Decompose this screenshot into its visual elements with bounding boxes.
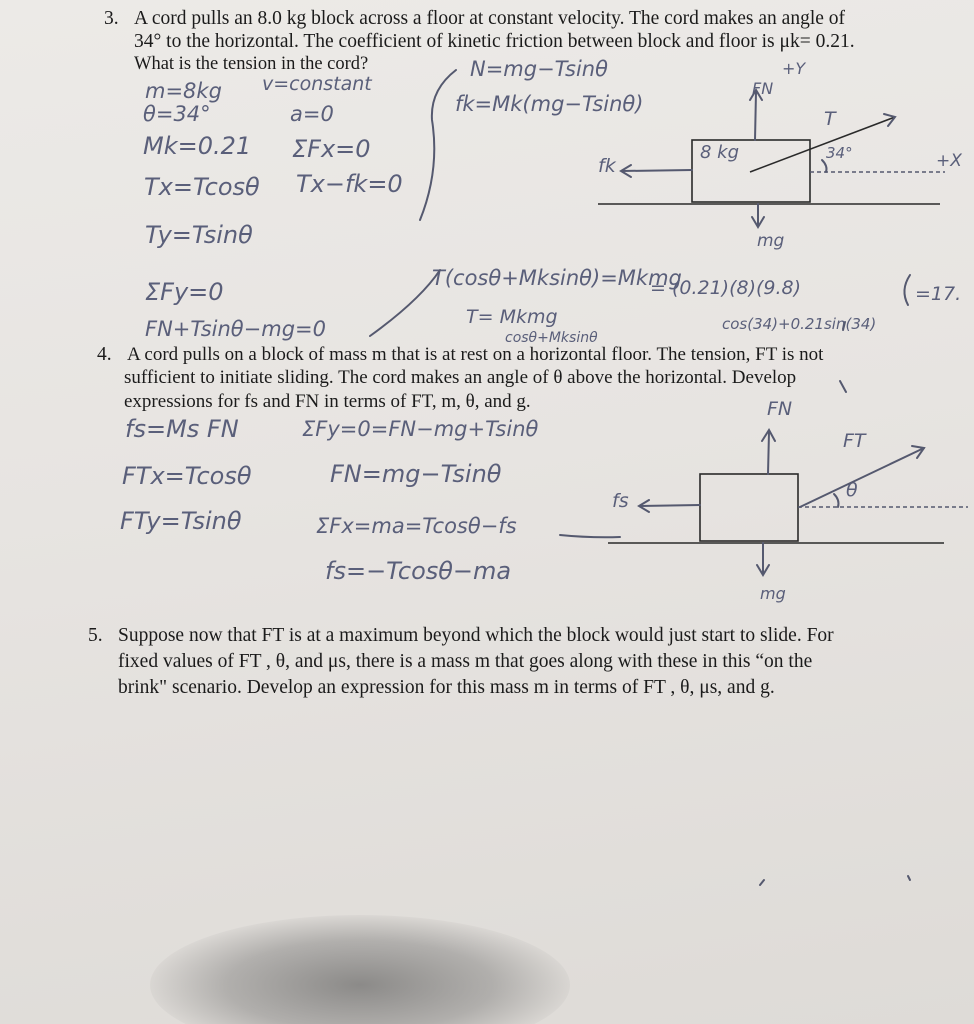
hw-q4-label-mg: mg: [760, 584, 786, 603]
hw-q3-result: =17.: [915, 283, 962, 305]
hw-q3-label-y: +Y: [782, 59, 806, 78]
hw-q3-t-numerator: T= Mkmg: [466, 306, 558, 328]
hw-q3-normal: N=mg−Tsinθ: [470, 57, 608, 81]
hw-q3-tx: Tx=Tcosθ: [144, 173, 260, 201]
hw-q3-t-denominator: cosθ+Mksinθ: [505, 330, 598, 346]
hw-q3-sub-denominator: cos(34)+0.21sin(34): [722, 315, 877, 333]
q3-angle-arc: [822, 160, 827, 172]
q4-block: [700, 474, 798, 541]
hw-q3-tx-fk: Tx−fk=0: [296, 170, 403, 198]
q3-free-body-diagram: [370, 70, 945, 336]
q3-result-bracket: [904, 275, 910, 305]
q3-normal-arrow: [755, 92, 756, 140]
hw-q4-ftx: FTx=Tcosθ: [122, 462, 252, 490]
hw-q4-label-fn: FN: [767, 398, 793, 420]
hw-q3-label-fn: FN: [752, 79, 774, 98]
hw-q4-fs-result: fs=−Tcosθ−ma: [325, 557, 512, 585]
q3-number: 3.: [104, 8, 119, 29]
hw-q3-label-angle: 34°: [826, 144, 853, 162]
hw-q3-ty: Ty=Tsinθ: [145, 221, 253, 249]
q5-line3: brink" scenario. Develop an expression for this mass m in terms of FT , θ, μs, and g.: [118, 677, 775, 698]
stray-marks: [760, 876, 910, 885]
hw-q3-theta: θ=34°: [143, 102, 211, 126]
q5-number: 5.: [88, 625, 103, 646]
hw-q3-combined: T(cosθ+Mksinθ)=Mkmg: [432, 266, 682, 290]
hw-q3-mass: m=8kg: [145, 79, 222, 103]
q4-line2: sufficient to initiate sliding. The cord makes an angle of θ above the horizontal. Develop: [124, 367, 797, 388]
hw-q4-fs: fs=Ms FN: [125, 415, 239, 443]
hw-q3-velocity: v=constant: [262, 73, 372, 95]
q5-line1: Suppose now that FT is at a maximum beyond which the block would just start to slide. For: [118, 625, 834, 646]
q3-line2: 34° to the horizontal. The coefficient of kinetic friction between block and floor is μk= 0.21.: [134, 31, 855, 52]
q3-divider-stroke-lower: [370, 270, 440, 336]
q4-line3: expressions for fs and FN in terms of FT, m, θ, and g.: [124, 391, 531, 412]
hw-q3-label-t: T: [824, 108, 836, 130]
hw-q4-sumfy: ΣFy=0=FN−mg+Tsinθ: [302, 417, 539, 441]
stray-mark-1: [760, 880, 764, 885]
hw-q3-mu: Mk=0.21: [143, 132, 252, 160]
hw-q3-fn-eq: FN+Tsinθ−mg=0: [145, 317, 326, 341]
hw-q3-accel: a=0: [290, 102, 334, 126]
hw-q4-fn: FN=mg−Tsinθ: [330, 460, 502, 488]
stray-mark-2: [908, 876, 910, 880]
q3-friction-arrow: [622, 170, 692, 171]
q4-line1: A cord pulls on a block of mass m that is at rest on a horizontal floor. The tension, FT is not: [127, 344, 824, 365]
q5-line2: fixed values of FT , θ, and μs, there is a mass m that goes along with these in this “on the: [118, 651, 813, 672]
q3-tension-line: [750, 117, 895, 172]
q4-angle-arc: [834, 494, 839, 507]
q4-friction-arrow: [640, 505, 700, 506]
hw-q4-fty: FTy=Tsinθ: [120, 507, 242, 535]
q3-divider-stroke: [420, 70, 456, 220]
hw-q4-sumfx: ΣFx=ma=Tcosθ−fs: [316, 514, 517, 538]
q4-underline-stroke: [560, 535, 620, 537]
hw-q4-label-fs: fs: [612, 490, 629, 512]
q4-tension-arrow: [800, 448, 924, 507]
q4-normal-arrow: [768, 432, 769, 474]
hw-q4-label-ft: FT: [843, 430, 866, 452]
q3-tick: [843, 322, 845, 330]
hw-q3-sumfx: ΣFx=0: [292, 135, 371, 163]
hw-q3-label-block: 8 kg: [700, 142, 740, 163]
hw-q4-label-theta: θ: [846, 479, 858, 501]
hw-q3-label-mg: mg: [757, 231, 785, 251]
q3-line1: A cord pulls an 8.0 kg block across a floor at constant velocity. The cord makes an angle of: [134, 8, 846, 29]
hw-q3-sumfy: ΣFy=0: [145, 278, 224, 306]
q4-free-body-diagram: [560, 381, 968, 575]
q4-tick: [840, 381, 846, 392]
q3-line3: What is the tension in the cord?: [134, 54, 369, 74]
q4-number: 4.: [97, 344, 112, 365]
hw-q3-substitution: = (0.21)(8)(9.8): [650, 277, 802, 299]
hw-q3-friction: fk=Mk(mg−Tsinθ): [455, 92, 644, 116]
hw-q3-label-x: +X: [936, 151, 962, 171]
hw-q3-label-fk: fk: [598, 155, 616, 177]
